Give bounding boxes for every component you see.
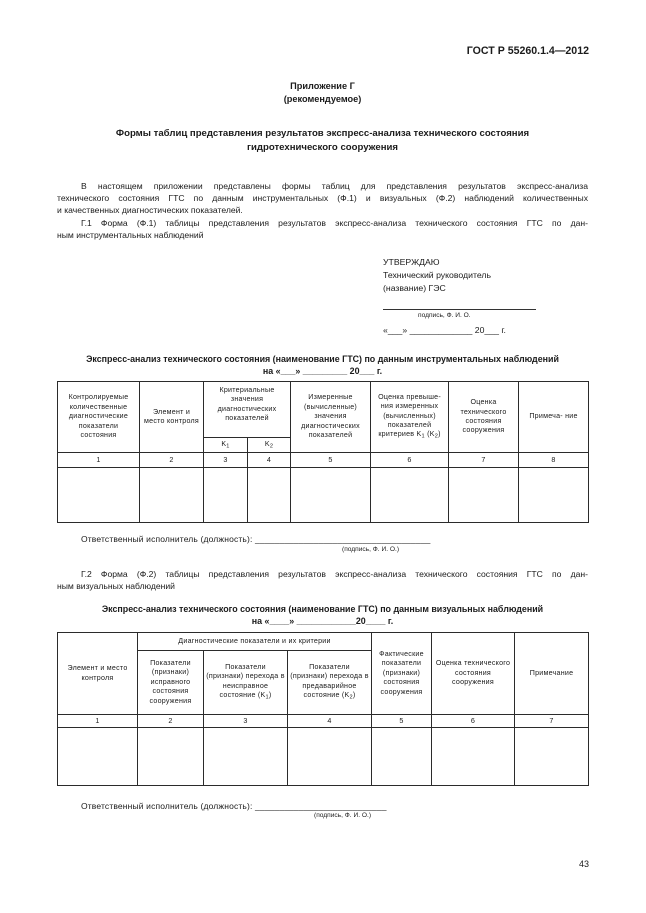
intro-line-4: Г.1 Форма (Ф.1) таблицы представления результатов экспресс-анализа технического состояния ГТС по дан- bbox=[81, 217, 588, 228]
standard-number: ГОСТ Р 55260.1.4—2012 bbox=[466, 45, 589, 57]
t2-header-serviceable: Показатели (признаки) исправного состояния сооружения bbox=[138, 651, 204, 715]
responsible-2: Ответственный исполнитель (должность): ___________________________ bbox=[81, 801, 387, 811]
t1-col-number: 3 bbox=[204, 453, 248, 468]
t2-empty-cell[interactable] bbox=[138, 728, 204, 786]
intro-line-1: В настоящем приложении представлены формы таблиц для представления результатов экспресс-анализа bbox=[81, 181, 588, 191]
approval-signature-line bbox=[383, 309, 536, 310]
t2-col-number: 1 bbox=[58, 715, 138, 728]
table-visual bbox=[57, 632, 589, 786]
approval-org: (название) ГЭС bbox=[383, 282, 446, 293]
t1-col-number: 2 bbox=[140, 453, 204, 468]
intro-line-5: ным инструментальных наблюдений bbox=[57, 229, 204, 240]
t2-header-faulty: Показатели (признаки) перехода в неисправное состояние $(K_1)$ bbox=[204, 651, 288, 715]
t1-col-number: 5 bbox=[291, 453, 371, 468]
table1-title: Экспресс-анализ технического состояния (наименование ГТС) по данным инструментальных наблюдений bbox=[86, 354, 559, 364]
t1-header-criteria: Критериальные значения диагностических показателей bbox=[204, 382, 291, 438]
approval-signature-caption: подпись, Ф. И. О. bbox=[418, 312, 471, 319]
t1-empty-cell[interactable] bbox=[291, 468, 371, 523]
t2-col-number: 6 bbox=[432, 715, 515, 728]
t2-col-number: 3 bbox=[204, 715, 288, 728]
t1-header-measured: Измеренные (вычисленные) значения диагностических показателей bbox=[291, 382, 371, 453]
approval-block bbox=[383, 256, 491, 295]
t1-col-number: 1 bbox=[58, 453, 140, 468]
t1-col-number: 6 bbox=[371, 453, 449, 468]
forms-title-line-2: гидротехнического сооружения bbox=[247, 141, 398, 153]
t1-empty-row bbox=[58, 468, 589, 523]
t2-header-preemergency: Показатели (признаки) перехода в предаварийное состояние $(K_2)$ bbox=[288, 651, 372, 715]
t2-col-number: 5 bbox=[372, 715, 432, 728]
t1-empty-cell[interactable] bbox=[58, 468, 140, 523]
t2-header-element: Элемент и место контроля bbox=[58, 633, 138, 715]
table1-heading bbox=[57, 353, 588, 378]
t2-empty-cell[interactable] bbox=[515, 728, 589, 786]
table1-date: на «___» _________ 20___ г. bbox=[262, 366, 383, 377]
t2-header-actual: Фактические показатели (признаки) состояния сооружения bbox=[372, 633, 432, 715]
t1-col-number: 7 bbox=[449, 453, 519, 468]
t1-col-number: 4 bbox=[248, 453, 291, 468]
approval-approve: УТВЕРЖДАЮ bbox=[383, 257, 440, 267]
responsible-1: Ответственный исполнитель (должность): ____________________________________ bbox=[81, 534, 431, 544]
g2-line-1: Г.2 Форма (Ф.2) таблицы представления результатов экспресс-анализа технического состояния ГТС по дан- bbox=[81, 569, 588, 579]
approval-date: «___» _____________ 20___ г. bbox=[383, 325, 506, 335]
t2-empty-cell[interactable] bbox=[58, 728, 138, 786]
g2-line-2: ным визуальных наблюдений bbox=[57, 581, 175, 592]
t1-empty-cell[interactable] bbox=[248, 468, 291, 523]
responsible-2-caption: (подпись, Ф. И. О.) bbox=[314, 812, 372, 819]
t2-empty-row bbox=[58, 728, 589, 786]
t1-header-k2: $K_2$ bbox=[248, 438, 291, 453]
t1-header-excess: Оценка превыше- ния измеренных (вычисленных) показателей критериев $K_1$ $(K_2)$ bbox=[371, 382, 449, 453]
responsible-1-caption: (подпись, Ф. И. О.) bbox=[342, 546, 400, 553]
t2-col-number: 2 bbox=[138, 715, 204, 728]
t2-col-number: 4 bbox=[288, 715, 372, 728]
t1-empty-cell[interactable] bbox=[519, 468, 589, 523]
forms-title bbox=[57, 127, 588, 155]
table-instrumental bbox=[57, 381, 589, 523]
t2-col-number: 7 bbox=[515, 715, 589, 728]
intro-line-3: и качественных диагностических показателей. bbox=[57, 205, 243, 216]
t1-empty-cell[interactable] bbox=[204, 468, 248, 523]
t2-header-assessment: Оценка технического состояния сооружения bbox=[432, 633, 515, 715]
t2-empty-cell[interactable] bbox=[432, 728, 515, 786]
table2-heading bbox=[57, 603, 588, 628]
t1-header-note: Примеча- ние bbox=[519, 382, 589, 453]
table2-date: на «____» ____________20____ г. bbox=[251, 616, 394, 627]
t2-header-note: Примечание bbox=[515, 633, 589, 715]
t2-empty-cell[interactable] bbox=[204, 728, 288, 786]
t1-header-element: Элемент и место контроля bbox=[140, 382, 204, 453]
page-number: 43 bbox=[578, 859, 589, 869]
table2-title: Экспресс-анализ технического состояния (наименование ГТС) по данным визуальных наблюдений bbox=[101, 604, 544, 614]
t2-header-group: Диагностические показатели и их критерии bbox=[138, 633, 372, 651]
t1-col-number: 8 bbox=[519, 453, 589, 468]
approval-position: Технический руководитель bbox=[383, 269, 491, 280]
t1-header-assessment: Оценка технического состояния сооружения bbox=[449, 382, 519, 453]
forms-title-line-1: Формы таблиц представления результатов экспресс-анализа технического состояния bbox=[115, 128, 530, 139]
t2-empty-cell[interactable] bbox=[372, 728, 432, 786]
appendix-title: Приложение Г bbox=[290, 81, 355, 91]
appendix-subtitle: (рекомендуемое) bbox=[283, 93, 362, 104]
g2-paragraph bbox=[57, 568, 588, 592]
t1-empty-cell[interactable] bbox=[449, 468, 519, 523]
intro-paragraph bbox=[57, 180, 588, 241]
t1-empty-cell[interactable] bbox=[140, 468, 204, 523]
t1-empty-cell[interactable] bbox=[371, 468, 449, 523]
appendix-heading bbox=[57, 80, 588, 106]
t1-header-indicators: Контролируемые количественные диагностические показатели состояния bbox=[58, 382, 140, 453]
t2-empty-cell[interactable] bbox=[288, 728, 372, 786]
t1-header-k1: $K_1$ bbox=[204, 438, 248, 453]
intro-line-2: технического состояния ГТС по данным инструментальных (Ф.1) и визуальных (Ф.2) наблюдений количественных bbox=[57, 193, 588, 204]
